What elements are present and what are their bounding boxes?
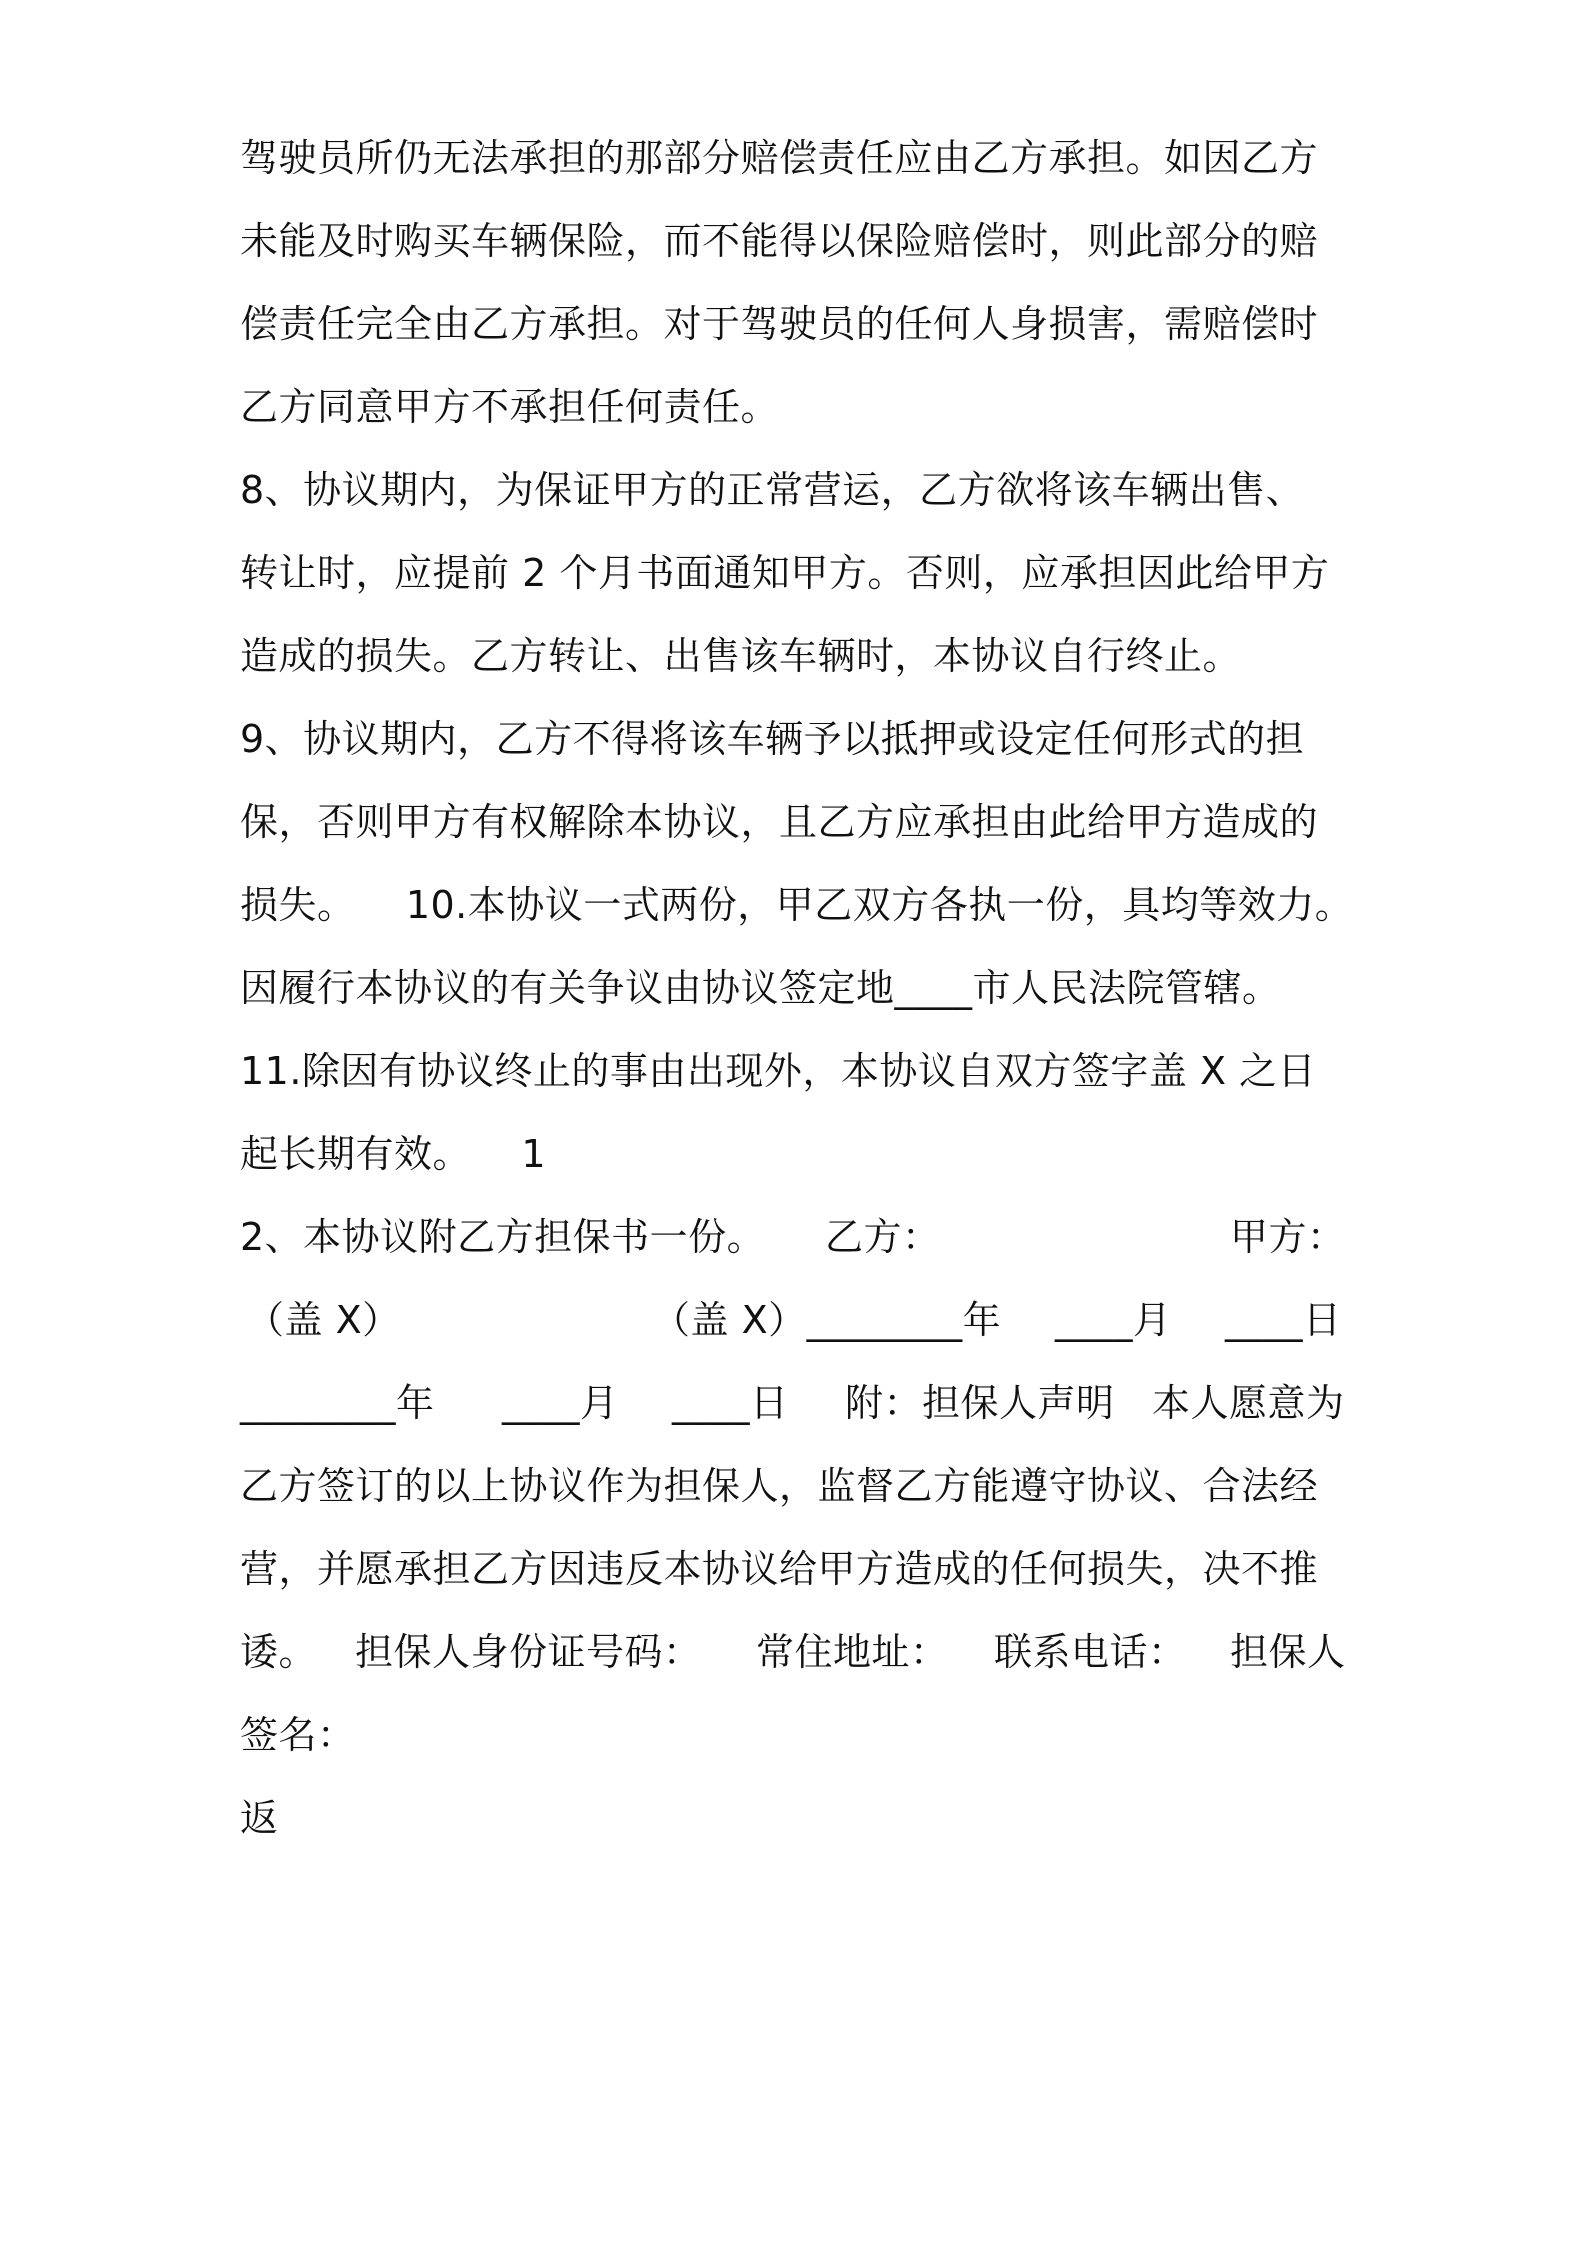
- party-a-label: 甲方：: [1230, 1215, 1346, 1259]
- seal-date-year: （盖 X）________年: [652, 1298, 1002, 1342]
- text-line: 乙方同意甲方不承担任何责任。: [240, 385, 780, 429]
- address-label: 常住地址：: [756, 1630, 949, 1674]
- seal-label: （盖 X）: [246, 1298, 401, 1342]
- text-line: 起长期有效。 1: [240, 1132, 546, 1176]
- date-day: ____日: [1225, 1298, 1342, 1342]
- phone-label: 联系电话：: [994, 1630, 1187, 1674]
- clause-8-line: 8、协议期内，为保证甲方的正常营运，乙方欲将该车辆出售、: [240, 468, 1305, 512]
- signature-label: 签名：: [240, 1713, 356, 1757]
- date-year: ________年: [240, 1381, 435, 1425]
- clause-10-line: 损失。 10.本协议一式两份，甲乙双方各执一份，具均等效力。: [240, 883, 1354, 927]
- text-line: 未能及时购买车辆保险，而不能得以保险赔偿时，则此部分的赔: [240, 219, 1319, 263]
- text-fragment: 诿。: [240, 1630, 318, 1674]
- signature-row-3: [240, 1378, 1360, 1428]
- text-line: 营，并愿承担乙方因违反本协议给甲方造成的任何损失，决不推: [240, 1547, 1319, 1591]
- date-month: ____月: [502, 1381, 619, 1425]
- text-line: 造成的损失。乙方转让、出售该车辆时，本协议自行终止。: [240, 634, 1242, 678]
- guarantor-fields-row: [240, 1627, 1360, 1677]
- signature-row-2: [240, 1295, 1360, 1345]
- text-line: 乙方签订的以上协议作为担保人，监督乙方能遵守协议、合法经: [240, 1464, 1319, 1508]
- text-line: 偿责任完全由乙方承担。对于驾驶员的任何人身损害，需赔偿时: [240, 302, 1319, 346]
- clause-9-line: 9、协议期内，乙方不得将该车辆予以抵押或设定任何形式的担: [240, 717, 1305, 761]
- trailing-text: 返: [240, 1796, 279, 1840]
- text-line: 转让时，应提前 2 个月书面通知甲方。否则，应承担因此给甲方: [240, 551, 1330, 595]
- text-line: 因履行本协议的有关争议由协议签定地____市人民法院管辖。: [240, 966, 1281, 1010]
- guarantee-text: 本人愿意为: [1152, 1381, 1345, 1425]
- annex-title: 附：担保人声明: [845, 1381, 1115, 1425]
- date-month: ____月: [1055, 1298, 1172, 1342]
- guarantor-label: 担保人: [1230, 1630, 1346, 1674]
- text-line: 保，否则甲方有权解除本协议，且乙方应承担由此给甲方造成的: [240, 800, 1319, 844]
- id-number-label: 担保人身份证号码：: [355, 1630, 702, 1674]
- annex-clause: 2、本协议附乙方担保书一份。: [240, 1215, 766, 1259]
- text-line: 驾驶员所仍无法承担的那部分赔偿责任应由乙方承担。如因乙方: [240, 136, 1319, 180]
- signature-row-1: [240, 1212, 1360, 1262]
- date-day: ____日: [672, 1381, 789, 1425]
- clause-11-line: 11.除因有协议终止的事由出现外，本协议自双方签字盖 X 之日: [240, 1049, 1317, 1093]
- party-b-label: 乙方：: [825, 1215, 941, 1259]
